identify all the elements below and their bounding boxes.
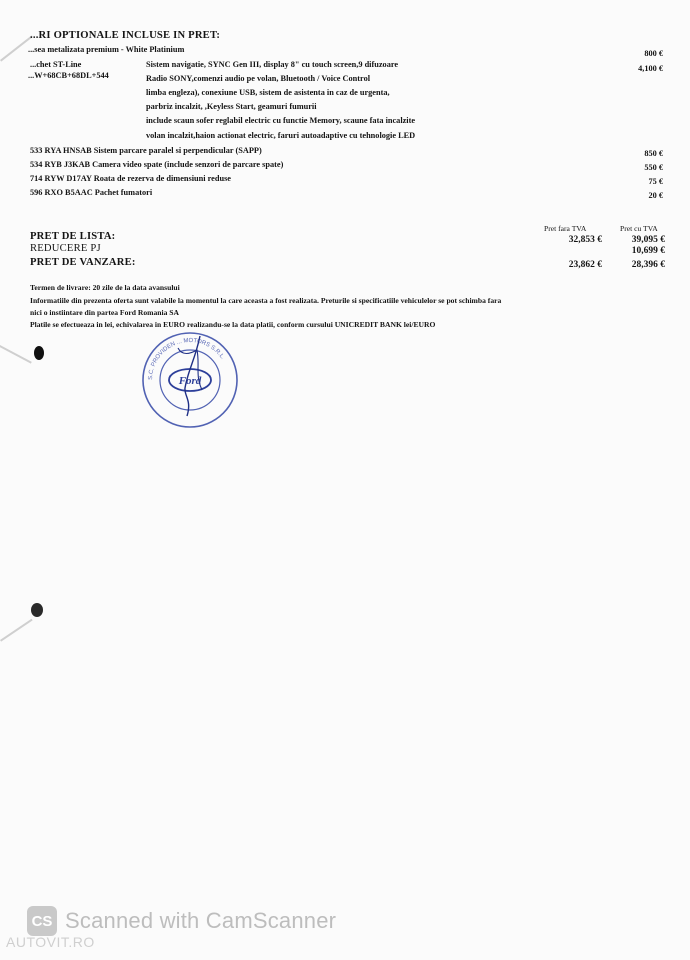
option-item-label: 714 RYW D17AY Roata de rezerva de dimensiuni reduse: [30, 174, 231, 183]
watermark: AUTOVIT.RO: [6, 934, 95, 950]
option-item-price: 850 €: [644, 149, 663, 158]
pack-desc-line: Sistem navigatie, SYNC Gen III, display 8" cu touch screen,9 difuzoare: [146, 60, 399, 69]
pack-desc-line: volan incalzit,haion actionat electric, faruri autoadaptive cu tehnologie LED: [146, 131, 416, 140]
pack-name: ...chet ST-Line: [30, 60, 82, 69]
pack-desc-line: parbriz incalzit, ,Keyless Start, geamuri fumurii: [146, 102, 317, 111]
option-item-price: 20 €: [648, 191, 663, 200]
delivery-term: Termen de livrare: 20 zile de la data avansului: [30, 283, 180, 292]
pack-desc-line: limba engleza), conexiune USB, sistem de asistenta in caz de urgenta,: [146, 88, 390, 97]
discount-vat: 10,699 €: [631, 246, 665, 256]
pack-desc-line: include scaun sofer reglabil electric cu functie Memory, scaune fata incalzite: [146, 116, 416, 125]
paint-label: ...sea metalizata premium - White Platinium: [28, 45, 185, 54]
binder-hole-top: [34, 346, 44, 360]
sale-price-no-vat: 23,862 €: [568, 260, 602, 270]
camscanner-logo: CS: [27, 906, 57, 936]
camscanner-footer: [27, 906, 336, 936]
terms-line: nici o instiintare din partea Ford Romania SA: [30, 308, 180, 317]
option-item-price: 75 €: [648, 177, 663, 186]
paint-price: 800 €: [644, 49, 663, 58]
terms-line: Platile se efectueaza in lei, echivalarea in EURO realizandu-se la data platii, conform cursului UNICREDIT BANK lei/EURO: [30, 320, 436, 329]
option-item-label: 534 RYB J3KAB Camera video spate (include senzori de parcare spate): [30, 160, 284, 169]
camscanner-text: Scanned with CamScanner: [65, 908, 337, 933]
binder-hole-bottom: [31, 603, 43, 617]
stamp-ring-text: S.C. PROVIDEN ... MOTORS S.R.L.: [147, 337, 226, 381]
discount-label: REDUCERE PJ: [30, 243, 101, 254]
col-header-no-vat: Pret fara TVA: [544, 224, 587, 233]
col-header-vat: Pret cu TVA: [620, 224, 658, 233]
list-price-label: PRET DE LISTA:: [30, 231, 116, 242]
sale-price-label: PRET DE VANZARE:: [30, 257, 136, 268]
stamp-center-text: Ford: [178, 375, 202, 387]
pack-codes: ...W+68CB+68DL+544: [28, 71, 109, 80]
sale-price-vat: 28,396 €: [631, 260, 665, 270]
options-heading: ...RI OPTIONALE INCLUSE IN PRET:: [30, 30, 221, 41]
option-item-label: 596 RXO B5AAC Pachet fumatori: [30, 188, 153, 197]
page-fold-mid: [0, 345, 32, 364]
pack-desc-line: Radio SONY,comenzi audio pe volan, Bluetooth / Voice Control: [146, 74, 371, 83]
list-price-vat: 39,095 €: [631, 235, 665, 245]
pack-price: 4,100 €: [638, 64, 663, 73]
list-price-no-vat: 32,853 €: [568, 235, 602, 245]
option-item-price: 550 €: [644, 163, 663, 172]
page-fold-low: [0, 619, 33, 642]
company-stamp: [140, 330, 240, 430]
terms-line: Informatiile din prezenta oferta sunt valabile la momentul la care aceasta a fost realizata. Preturile si specificatiile vehiculelor se pot schimba fara: [30, 296, 502, 305]
option-item-label: 533 RYA HNSAB Sistem parcare paralel si perpendicular (SAPP): [30, 146, 262, 155]
